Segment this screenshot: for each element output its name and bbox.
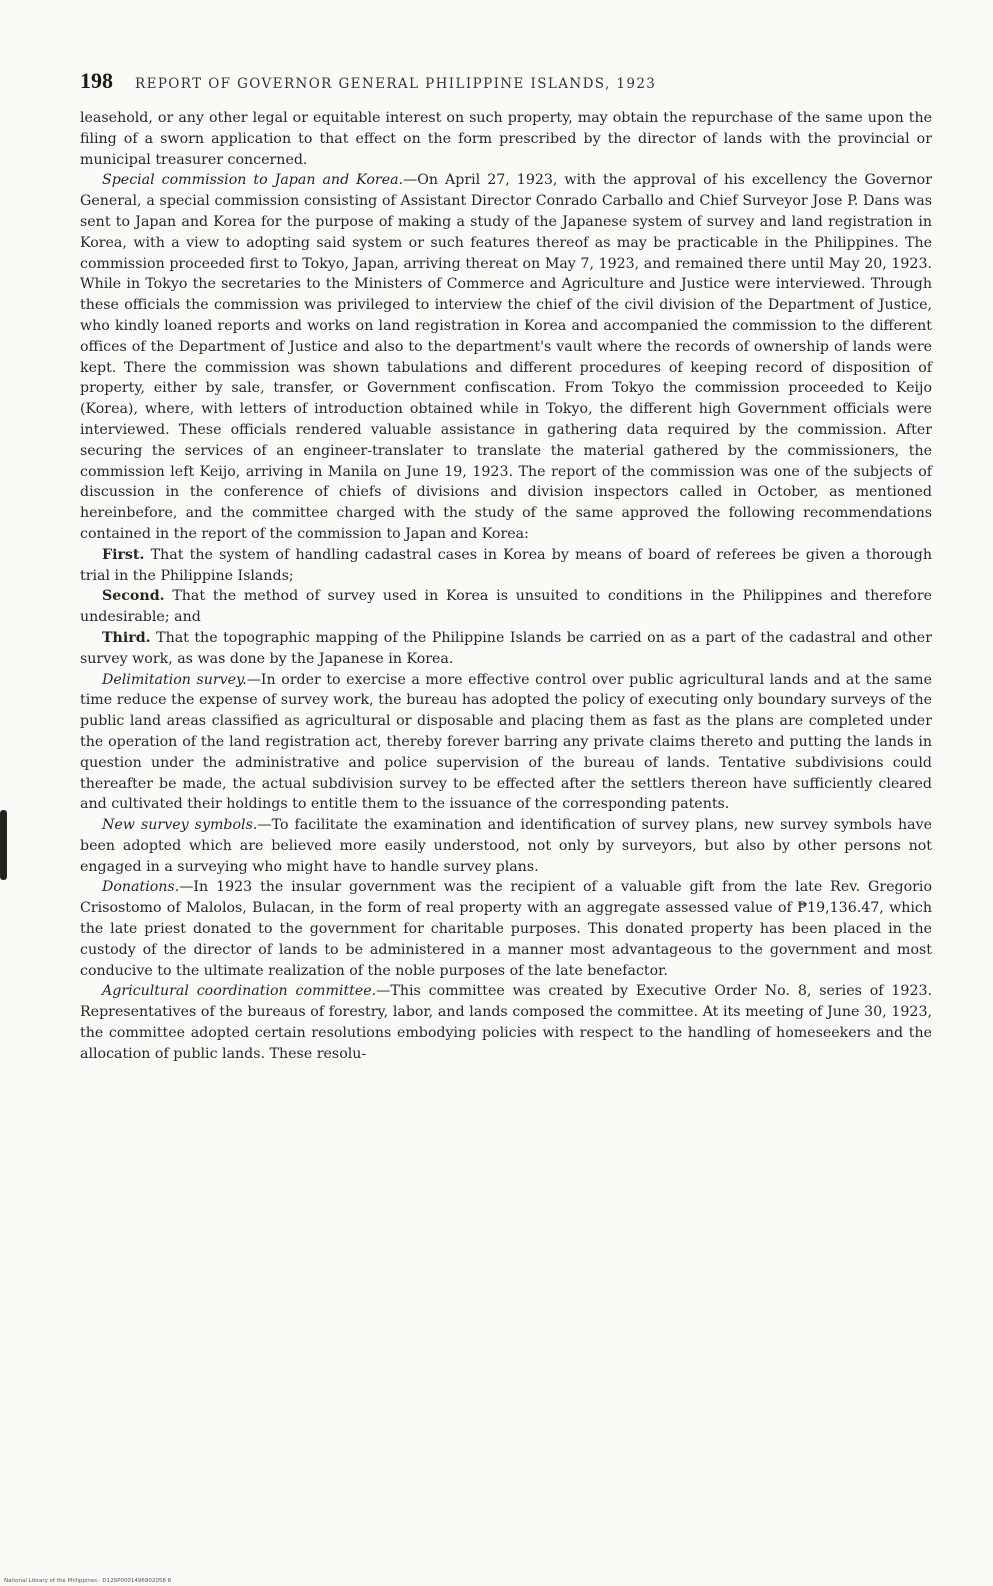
paragraph-agricultural-committee [80, 981, 932, 1064]
body-text [80, 108, 932, 1065]
paragraph-text: —In order to exercise a more effective control over public agricultural lands and at the same time reduce the expense of survey work, the bureau has adopted the policy of executing only boundary surveys of the public land areas classified as agricultural or disposable and placing them as fast as the plans are completed under the operation of the land registration act, thereby forever barring any private claims thereto and putting the lands in question under the administrative and police supervision of the bureau of lands. Tentative subdivisions could thereafter be made, the actual subdivision survey to be effected after the settlers thereon have sufficiently cleared and cultivated their holdings to entitle them to the issuance of the corresponding patents. [80, 671, 932, 813]
paragraph-donations [80, 877, 932, 981]
running-head-title: REPORT OF GOVERNOR GENERAL PHILIPPINE ISLANDS, 1923 [135, 76, 657, 92]
recommendation-second [80, 586, 932, 628]
scan-artifact [0, 810, 7, 880]
section-heading-new-survey-symbols: New survey symbols. [102, 817, 258, 834]
paragraph-leasehold [80, 108, 932, 170]
section-heading-delimitation-survey: Delimitation survey. [102, 671, 247, 688]
recommendation-text: That the topographic mapping of the Philippine Islands be carried on as a part of the cadastral and other survey work, as was done by the Japanese in Korea. [80, 629, 932, 667]
recommendation-text: That the method of survey used in Korea is unsuited to conditions in the Philippines and therefore undesirable; and [80, 588, 932, 626]
paragraph-text: —On April 27, 1923, with the approval of his excellency the Governor General, a special commission consisting of Assistant Director Conrado Carballo and Chief Surveyor Jose P. Dans was sent to Japan and Korea for the purpose of making a study of the Japanese system of survey and land registration in Korea, with a view to adopting said system or such features thereof as may be practicable in the Philippines. The commission proceeded first to Tokyo, Japan, arriving thereat on May 7, 1923, and remained there until May 20, 1923. While in Tokyo the secretaries to the Ministers of Commerce and Agriculture and Justice were interviewed. Through these officials the commission was privileged to interview the chief of the civil division of the Department of Justice, who kindly loaned reports and works on land registration in Korea and accompanied the commission to the different offices of the Department of Justice and also to the department's vault where the records of ownership of lands were kept. There the commission was shown tabulations and different procedures of keeping record of disposition of property, either by sale, transfer, or Government confiscation. From Tokyo the commission proceeded to Keijo (Korea), where, with letters of introduction obtained while in Tokyo, the different high Government officials were interviewed. These officials rendered valuable assistance in gathering data required by the commission. After securing the services of an engineer-translater to translate the material gathered by the commissioners, the commission left Keijo, arriving in Manila on June 19, 1923. The report of the commission was one of the subjects of discussion in the conference of chiefs of divisions and division inspectors called in October, as mentioned hereinbefore, and the committee charged with the study of the same approved the following recommendations contained in the report of the commission to Japan and Korea: [80, 172, 932, 542]
recommendation-first [80, 545, 932, 587]
recommendation-third [80, 628, 932, 670]
page [80, 68, 932, 1065]
paragraph-text: leasehold, or any other legal or equitable interest on such property, may obtain the repurchase of the same upon the filing of a sworn application to that effect on the form prescribed by the director of lands with the provincial or municipal treasurer concerned. [80, 110, 932, 168]
recommendation-text: That the system of handling cadastral cases in Korea by means of board of referees be given a thorough trial in the Philippine Islands; [80, 546, 932, 584]
recommendation-ordinal: Second. [102, 588, 165, 605]
section-heading-special-commission: Special commission to Japan and Korea. [102, 172, 404, 189]
section-heading-donations: Donations. [102, 879, 180, 896]
recommendation-ordinal: First. [102, 546, 145, 563]
page-number: 198 [80, 68, 113, 93]
running-head [80, 68, 932, 94]
paragraph-special-commission [80, 170, 932, 544]
paragraph-text: —This committee was created by Executive Order No. 8, series of 1923. Representatives of the bureaus of forestry, labor, and lands composed the committee. At its meeting of June 30, 1923, the committee adopted certain resolutions embodying policies with respect to the handling of homeseekers and the allocation of public lands. These resolu- [80, 983, 933, 1062]
paragraph-text: —To facilitate the examination and identification of survey plans, new survey symbols have been adopted which are believed more easily understood, not only by surveyors, but also by other persons not engaged in a surveying who might have to handle survey plans. [80, 817, 932, 875]
paragraph-text: —In 1923 the insular government was the recipient of a valuable gift from the late Rev. Gregorio Crisostomo of Malolos, Bulacan, in the form of real property with an aggregate assessed value of ₱19,136.47, which the late priest donated to the government for charitable purposes. This donated property has been placed in the custody of the director of lands to be administered in a manner most advantageous to the government and most conducive to the ultimate realization of the noble purposes of the late benefactor. [80, 879, 932, 979]
section-heading-agricultural-committee: Agricultural coordination committee. [102, 983, 377, 1000]
paragraph-delimitation-survey [80, 670, 932, 816]
source-footer: National Library of the Philippines · D12SP0001496902058 8 [4, 1578, 172, 1584]
paragraph-new-survey-symbols [80, 815, 932, 877]
recommendation-ordinal: Third. [102, 629, 151, 646]
